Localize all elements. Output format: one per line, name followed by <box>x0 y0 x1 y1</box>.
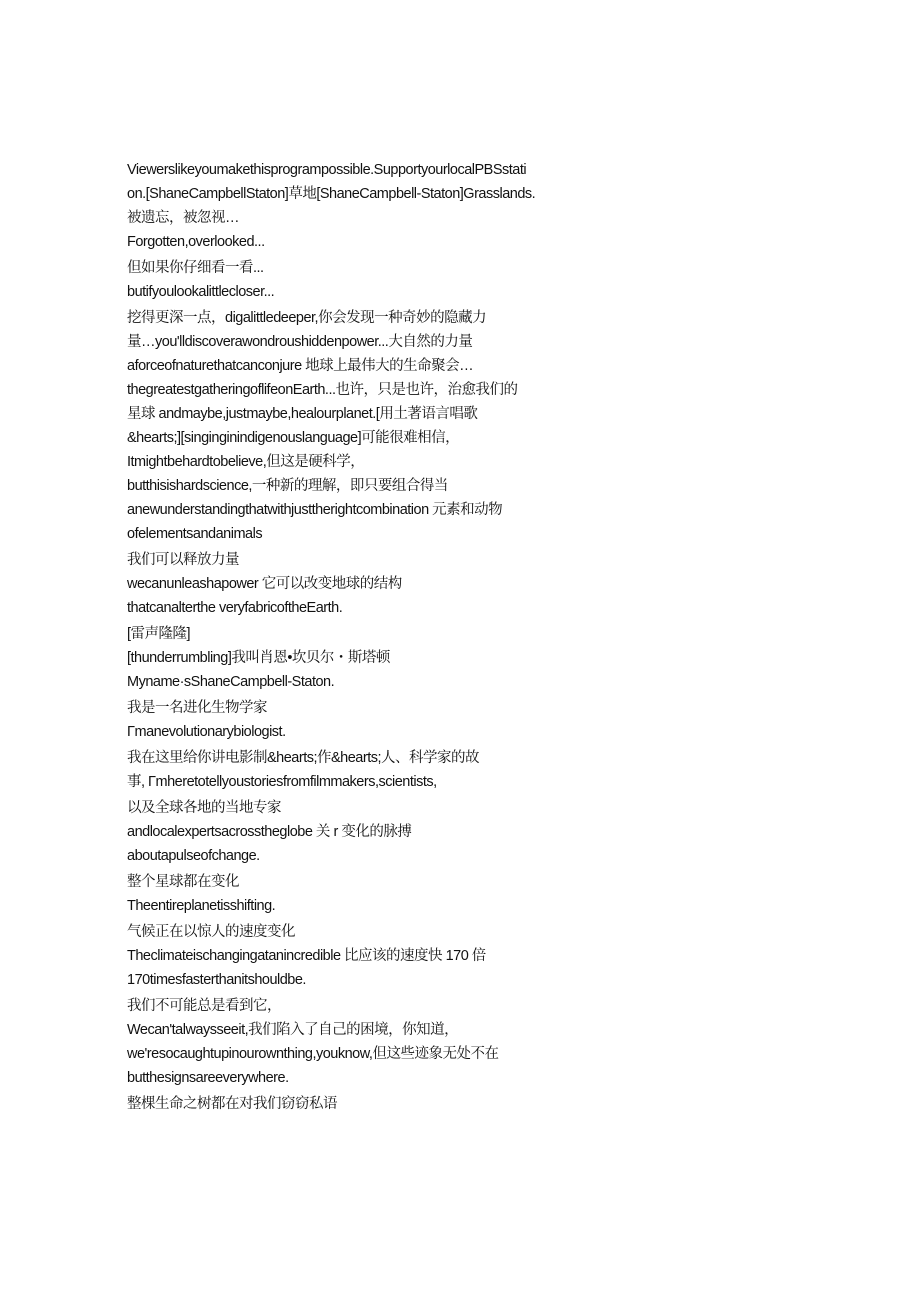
transcript-line: [雷声隆隆] <box>127 626 191 642</box>
transcript-line: aboutapulseofchange. <box>127 848 260 864</box>
transcript-line: 我们可以释放力量 <box>127 552 239 568</box>
transcript-line: 整棵生命之树都在对我们窃窃私语 <box>127 1096 337 1112</box>
transcript-line: Γmanevolutionarybiologist. <box>127 724 286 740</box>
transcript-line: we'resocaughtupinourownthing,youknow,但这些迹象无处不在 <box>127 1046 499 1062</box>
transcript-line: Viewerslikeyoumakethisprogrampossible.SupportyourlocalPBSstati <box>127 162 527 178</box>
transcript-line: 整个星球都在变化 <box>127 874 239 890</box>
transcript-line: 气候正在以惊人的速度变化 <box>127 924 295 940</box>
transcript-line: butifyoulookalittlecloser... <box>127 284 275 300</box>
transcript-line: 以及全球各地的当地专家 <box>127 800 281 816</box>
transcript-line: aforceofnaturethatcanconjure 地球上最伟大的生命聚会… <box>127 358 474 374</box>
transcript-line: butthesignsareeverywhere. <box>127 1070 289 1086</box>
transcript-line: Theentireplanetisshifting. <box>127 898 276 914</box>
transcript-line: Theclimateischangingatanincredible 比应该的速度快 170 倍 <box>127 948 486 964</box>
transcript-line: ofelementsandanimals <box>127 526 263 542</box>
transcript-line: wecanunleashapower 它可以改变地球的结构 <box>127 576 402 592</box>
transcript-line: 挖得更深一点，digalittledeeper,你会发现一种奇妙的隐藏力 <box>127 310 487 326</box>
transcript-line: [thunderrumbling]我叫肖恩•坎贝尔・斯塔顿 <box>127 650 390 666</box>
transcript-line: 事, Γmheretotellyoustoriesfromfilmmakers,scientists, <box>127 774 437 790</box>
transcript-line: Forgotten,overlooked... <box>127 234 265 250</box>
transcript-line: Itmightbehardtobelieve,但这是硬科学， <box>127 454 365 470</box>
transcript-line: 170timesfasterthanitshouldbe. <box>127 972 306 988</box>
transcript-line: Myname·sShaneCampbell-Staton. <box>127 674 335 690</box>
transcript-line: 被遗忘，被忽视… <box>127 210 239 226</box>
transcript-line: 量…you'lldiscoverawondroushiddenpower...大自然的力量 <box>127 334 473 350</box>
transcript-line: on.[ShaneCampbellStaton]草地[ShaneCampbell-Staton]Grasslands. <box>127 186 536 202</box>
transcript-line: thatcanalterthe veryfabricoftheEarth. <box>127 600 343 616</box>
transcript-line: andlocalexpertsacrosstheglobe 关 r 变化的脉搏 <box>127 824 412 840</box>
transcript-line: 星球 andmaybe,justmaybe,healourplanet.[用土著语言唱歌 <box>127 406 478 422</box>
transcript-line: Wecan'talwaysseeit,我们陷入了自己的困境，你知道， <box>127 1022 459 1038</box>
transcript-line: 我们不可能总是看到它， <box>127 998 281 1014</box>
transcript-line: 我在这里给你讲电影制&hearts;作&hearts;人、科学家的故 <box>127 750 479 766</box>
transcript-line: &hearts;][singinginindigenouslanguage]可能很难相信， <box>127 430 460 446</box>
transcript-line: anewunderstandingthatwithjusttherightcombination 元素和动物 <box>127 502 503 518</box>
transcript-line: 但如果你仔细看一看... <box>127 260 264 276</box>
document-page <box>127 158 587 1116</box>
transcript-line: 我是一名进化生物学家 <box>127 700 267 716</box>
transcript-line: butthisishardscience,一种新的理解，即只要组合得当 <box>127 478 448 494</box>
transcript-line: thegreatestgatheringoflifeonEarth...也许，只是也许，治愈我们的 <box>127 382 518 398</box>
